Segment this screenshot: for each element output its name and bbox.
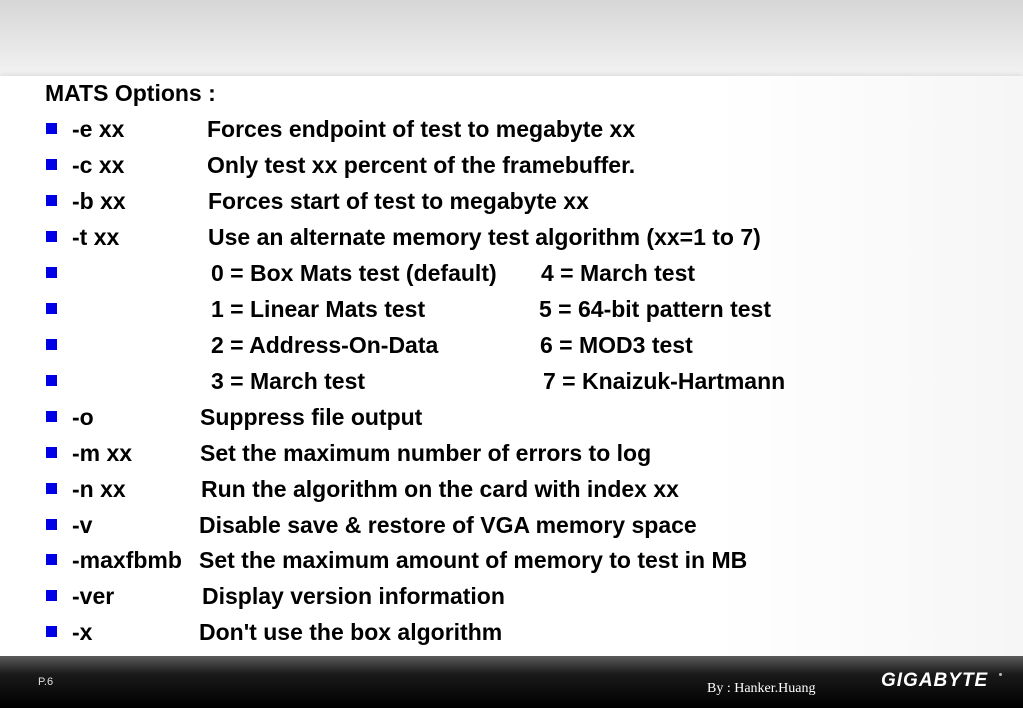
bullet-icon (46, 411, 57, 422)
bullet-icon (46, 626, 57, 637)
title-band (0, 0, 1023, 78)
option-flag: -maxfbmb (72, 547, 182, 573)
algorithm-left: 2 = Address-On-Data (211, 332, 439, 358)
bullet-icon (46, 267, 57, 278)
option-flag: -o (72, 404, 94, 430)
option-description: Set the maximum number of errors to log (200, 440, 652, 466)
algorithm-right: 7 = Knaizuk-Hartmann (543, 368, 786, 394)
bullet-icon (46, 195, 57, 206)
option-flag: -n xx (72, 476, 126, 502)
option-flag: -b xx (72, 188, 126, 214)
bullet-icon (46, 159, 57, 170)
footer-bar (0, 656, 1023, 708)
algorithm-right: 4 = March test (541, 260, 696, 286)
option-flag: -ver (72, 583, 115, 609)
option-description: Don't use the box algorithm (199, 619, 503, 645)
algorithm-left: 0 = Box Mats test (default) (211, 260, 497, 286)
slide-heading: MATS Options : (45, 80, 216, 106)
option-flag: -c xx (72, 152, 125, 178)
option-description: Run the algorithm on the card with index xx (201, 476, 679, 502)
bullet-icon (46, 375, 57, 386)
bullet-icon (46, 554, 57, 565)
option-description: Display version information (202, 583, 505, 609)
bullet-icon (46, 447, 57, 458)
option-description: Only test xx percent of the framebuffer. (207, 152, 636, 178)
option-flag: -x (72, 619, 93, 645)
option-description: Disable save & restore of VGA memory space (199, 512, 697, 538)
option-description: Suppress file output (200, 404, 423, 430)
algorithm-right: 6 = MOD3 test (540, 332, 693, 358)
bullet-icon (46, 123, 57, 134)
gigabyte-logo: GIGABYTE (881, 670, 989, 691)
option-description: Set the maximum amount of memory to test in MB (199, 547, 748, 573)
bullet-icon (46, 519, 57, 530)
bullet-icon (46, 303, 57, 314)
trademark-dot-icon (999, 673, 1002, 676)
author-credit: By : Hanker.Huang (707, 681, 816, 696)
bullet-icon (46, 339, 57, 350)
option-description: Forces start of test to megabyte xx (208, 188, 589, 214)
bullet-icon (46, 483, 57, 494)
option-flag: -t xx (72, 224, 120, 250)
option-flag: -v (72, 512, 93, 538)
option-description: Use an alternate memory test algorithm (xx=1 to 7) (208, 224, 761, 250)
page-number: P.6 (38, 676, 54, 688)
algorithm-left: 3 = March test (211, 368, 366, 394)
bullet-icon (46, 590, 57, 601)
option-description: Forces endpoint of test to megabyte xx (207, 116, 636, 142)
option-flag: -e xx (72, 116, 125, 142)
option-flag: -m xx (72, 440, 133, 466)
algorithm-left: 1 = Linear Mats test (211, 296, 426, 322)
algorithm-right: 5 = 64-bit pattern test (539, 296, 771, 322)
bullet-icon (46, 231, 57, 242)
